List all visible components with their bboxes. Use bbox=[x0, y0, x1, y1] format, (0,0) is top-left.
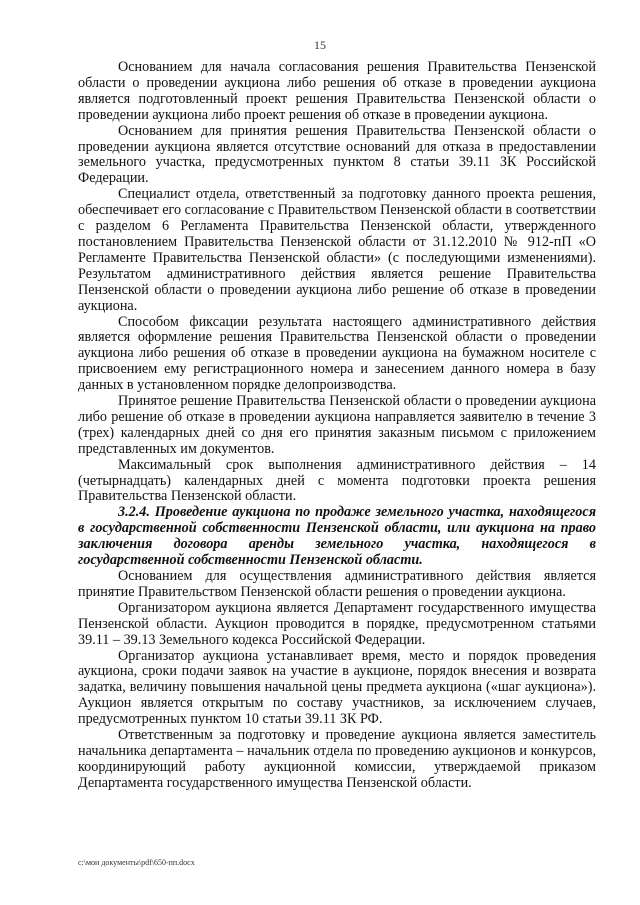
paragraph: Максимальный срок выполнения административного действия – 14 (четырнадцать) календарных дней с момента подготовки проекта решения Правительства Пензенской области. bbox=[78, 456, 596, 505]
paragraph: Основанием для осуществления административного действия является принятие Правительством Пензенской области решения о проведении аукциона. bbox=[78, 568, 596, 600]
paragraph: Организатором аукциона является Департамент государственного имущества Пензенской области. Аукцион проводится в порядке, предусмотренном статьями 39.11 – 39.13 Земельного кодекса Российской Федерации. bbox=[78, 599, 596, 648]
paragraph: Ответственным за подготовку и проведение аукциона является заместитель начальника департамента – начальник отдела по проведению аукционов и конкурсов, координирующий работу аукционной комиссии, утверждаемой приказом Департамента государственного имущества Пензенской области. bbox=[78, 727, 596, 791]
paragraph: Принятое решение Правительства Пензенской области о проведении аукциона либо решение об отказе в проведении аукциона направляется заявителю в течение 3 (трех) календарных дней со дня его принятия заказным письмом с приложением представленных им документов. bbox=[78, 393, 596, 457]
paragraph: Основанием для принятия решения Правительства Пензенской области о проведении аукциона является отсутствие оснований для отказа в предоставлении земельного участка, предусмотренных пунктом 8 статьи 39.11 ЗК Российской Федерации. bbox=[78, 122, 596, 187]
footer-file-path: c:\мои документы\pdf\650-пп.docx bbox=[78, 858, 195, 867]
paragraph: Основанием для начала согласования решения Правительства Пензенской области о проведении аукциона либо решения об отказе в проведении аукциона является подготовленный проект решения Правительства Пензенской области о проведении аукциона либо проект решения об отказе в проведении аукциона. bbox=[78, 59, 596, 123]
paragraph: Способом фиксации результата настоящего административного действия является оформление решения Правительства Пензенской области о проведении аукциона либо решения об отказе в проведении аукциона на бумажном носителе с присвоением ему регистрационного номера и занесением данного номера в базу данных в установленном порядке делопроизводства. bbox=[78, 313, 596, 394]
document-body bbox=[78, 60, 596, 792]
paragraph: Организатор аукциона устанавливает время, место и порядок проведения аукциона, сроки подачи заявок на участие в аукционе, порядок внесения и возврата задатка, величину повышения начальной цены предмета аукциона («шаг аукциона»). Аукцион является открытым по составу участников, за исключением случаев, предусмотренных пунктом 10 статьи 39.11 ЗК РФ. bbox=[78, 647, 596, 728]
paragraph: Специалист отдела, ответственный за подготовку данного проекта решения, обеспечивает его согласование с Правительством Пензенской области в соответствии с разделом 6 Регламента Правительства Пензенской области, утвержденного постановлением Правительства Пензенской области от 31.12.2010 № 912-пП «О Регламенте Правительства Пензенской области» (с последующими изменениями). Результатом административного действия является решение Правительства Пензенской области о проведении аукциона либо решение об отказе в проведении аукциона. bbox=[78, 186, 596, 314]
page-number: 15 bbox=[314, 38, 326, 52]
section-heading: 3.2.4. Проведение аукциона по продаже земельного участка, находящегося в государственной собственности Пензенской области, или аукциона на право заключения договора аренды земельного участка, находящегося в государственной собственности Пензенской области. bbox=[78, 504, 596, 569]
